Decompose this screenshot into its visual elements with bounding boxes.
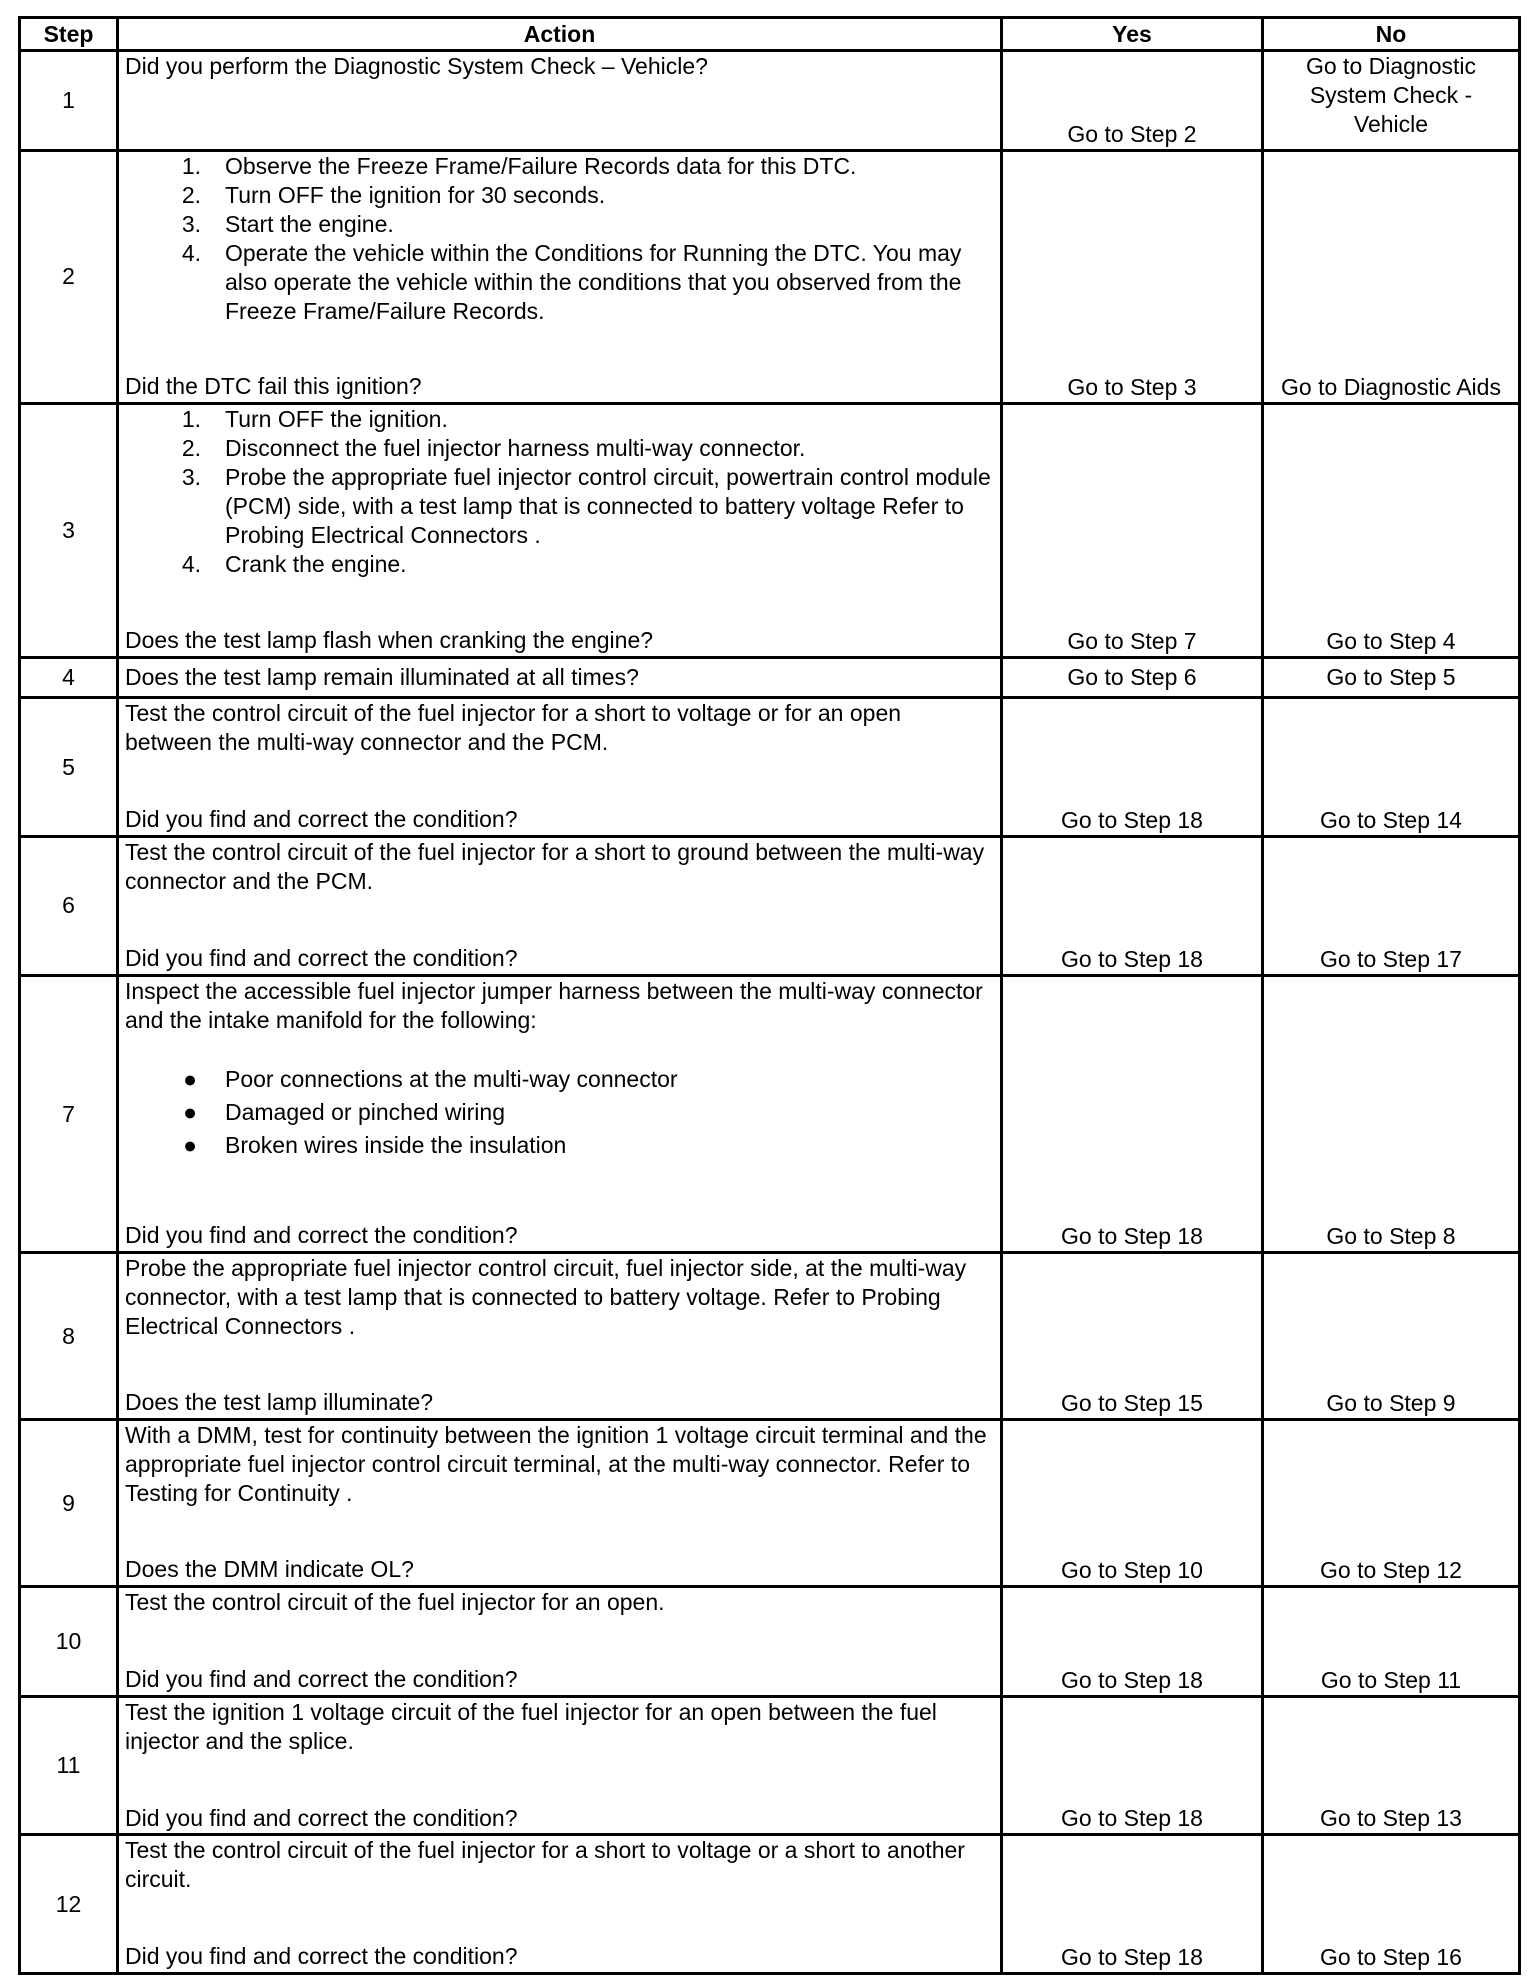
action-instruction: Test the control circuit of the fuel injector for a short to voltage or a short to another circuit.	[125, 1837, 965, 1893]
no-outcome: Go to Step 11	[1263, 1586, 1520, 1696]
action-question: Did you find and correct the condition?	[125, 1221, 518, 1248]
action-question: Did you find and correct the condition?	[125, 1943, 518, 1970]
action-step-number: 2.	[181, 181, 201, 208]
yes-outcome: Go to Step 2	[1002, 51, 1263, 151]
action-content	[125, 1588, 994, 1694]
action-content	[125, 1836, 994, 1971]
inspection-bullet-list	[125, 1063, 994, 1162]
action-cell	[118, 1586, 1002, 1696]
yes-outcome: Go to Step 15	[1002, 1253, 1263, 1420]
table-row	[20, 1696, 1520, 1835]
bullet-text: Damaged or pinched wiring	[225, 1098, 505, 1125]
step-number: 11	[20, 1696, 118, 1835]
table-row	[20, 51, 1520, 151]
action-instruction: Test the control circuit of the fuel injector for an open.	[125, 1588, 665, 1615]
bullet-item	[125, 1096, 994, 1129]
action-cell	[118, 837, 1002, 976]
no-outcome: Go to Step 14	[1263, 698, 1520, 837]
action-step-text: Disconnect the fuel injector harness multi-way connector.	[225, 434, 806, 461]
action-cell	[118, 658, 1002, 698]
action-content	[125, 1698, 994, 1833]
table-row	[20, 150, 1520, 403]
action-step-number: 2.	[181, 434, 201, 461]
action-content	[125, 1421, 994, 1584]
action-step-text: Start the engine.	[225, 210, 394, 237]
action-cell	[118, 150, 1002, 403]
no-outcome: Go to Diagnostic Aids	[1263, 150, 1520, 403]
action-step-number: 3.	[181, 210, 201, 237]
action-step-text: Crank the engine.	[225, 550, 407, 577]
yes-outcome: Go to Step 7	[1002, 403, 1263, 657]
action-cell	[118, 1420, 1002, 1587]
no-outcome: Go to Step 12	[1263, 1420, 1520, 1587]
step-number: 9	[20, 1420, 118, 1587]
action-instruction: Inspect the accessible fuel injector jumper harness between the multi-way connector and the intake manifold for the following:	[125, 977, 983, 1033]
action-step-item	[125, 434, 994, 463]
bullet-item	[125, 1063, 994, 1096]
action-cell	[118, 403, 1002, 657]
action-content	[125, 152, 994, 401]
action-step-number: 1.	[181, 152, 201, 179]
action-step-item	[125, 181, 994, 210]
header-action: Action	[118, 18, 1002, 51]
step-number: 1	[20, 51, 118, 151]
step-number: 4	[20, 658, 118, 698]
action-instruction: Test the control circuit of the fuel injector for a short to ground between the multi-way connector and the PCM.	[125, 839, 985, 895]
table-row	[20, 698, 1520, 837]
action-question: Did you find and correct the condition?	[125, 806, 518, 833]
action-instruction: Test the ignition 1 voltage circuit of the fuel injector for an open between the fuel injector and the splice.	[125, 1698, 937, 1754]
action-step-list	[125, 152, 994, 326]
action-question: Did the DTC fail this ignition?	[125, 372, 422, 399]
table-row	[20, 658, 1520, 698]
yes-outcome: Go to Step 18	[1002, 975, 1263, 1252]
action-step-number: 4.	[181, 550, 201, 577]
action-content	[125, 52, 994, 148]
no-outcome: Go to Step 9	[1263, 1253, 1520, 1420]
action-question: Does the DMM indicate OL?	[125, 1556, 414, 1583]
diagnostic-table	[18, 16, 1521, 1975]
yes-outcome: Go to Step 18	[1002, 1696, 1263, 1835]
action-step-item	[125, 239, 994, 326]
action-step-item	[125, 550, 994, 579]
action-step-text: Turn OFF the ignition.	[225, 405, 448, 432]
action-content	[125, 405, 994, 655]
action-cell	[118, 1253, 1002, 1420]
header-step: Step	[20, 18, 118, 51]
action-question: Did you perform the Diagnostic System Check – Vehicle?	[125, 53, 708, 79]
bullet-icon: ●	[183, 1131, 197, 1158]
step-number: 12	[20, 1835, 118, 1974]
action-step-item	[125, 405, 994, 434]
step-number: 10	[20, 1586, 118, 1696]
header-row	[20, 18, 1520, 51]
action-cell	[118, 698, 1002, 837]
step-number: 5	[20, 698, 118, 837]
table-row	[20, 1420, 1520, 1587]
yes-outcome: Go to Step 6	[1002, 658, 1263, 698]
action-question: Did you find and correct the condition?	[125, 945, 518, 972]
step-number: 3	[20, 403, 118, 657]
action-step-number: 3.	[181, 463, 201, 490]
table-row	[20, 403, 1520, 657]
action-content	[125, 977, 994, 1250]
header-yes: Yes	[1002, 18, 1263, 51]
action-question: Does the test lamp flash when cranking the engine?	[125, 626, 654, 653]
action-question: Did you find and correct the condition?	[125, 1665, 518, 1692]
action-step-text: Probe the appropriate fuel injector control circuit, powertrain control module (PCM) side, with a test lamp that is connected to battery voltage Refer to Probing Electrical Connectors .	[225, 463, 991, 548]
table-row	[20, 1835, 1520, 1974]
action-content	[125, 659, 994, 696]
step-number: 6	[20, 837, 118, 976]
bullet-text: Poor connections at the multi-way connector	[225, 1065, 678, 1092]
action-instruction: Probe the appropriate fuel injector control circuit, fuel injector side, at the multi-way connector, with a test lamp that is connected to battery voltage. Refer to Probing Electrical Connectors .	[125, 1255, 967, 1340]
header-no: No	[1263, 18, 1520, 51]
table-row	[20, 837, 1520, 976]
table-row	[20, 975, 1520, 1252]
action-content	[125, 699, 994, 834]
action-step-item	[125, 152, 994, 181]
action-cell	[118, 975, 1002, 1252]
bullet-text: Broken wires inside the insulation	[225, 1131, 567, 1158]
action-step-item	[125, 210, 994, 239]
no-outcome: Go to Step 13	[1263, 1696, 1520, 1835]
no-outcome: Go to Step 16	[1263, 1835, 1520, 1974]
action-step-list	[125, 405, 994, 579]
action-cell	[118, 51, 1002, 151]
action-cell	[118, 1835, 1002, 1974]
bullet-item	[125, 1129, 994, 1162]
no-outcome: Go to Step 5	[1263, 658, 1520, 698]
table-row	[20, 1586, 1520, 1696]
action-content	[125, 1254, 994, 1417]
yes-outcome: Go to Step 18	[1002, 837, 1263, 976]
action-step-number: 4.	[181, 239, 201, 266]
no-outcome: Go to Diagnostic System Check - Vehicle	[1263, 51, 1520, 151]
action-step-text: Observe the Freeze Frame/Failure Records data for this DTC.	[225, 152, 857, 179]
step-number: 7	[20, 975, 118, 1252]
no-outcome: Go to Step 4	[1263, 403, 1520, 657]
action-question: Does the test lamp remain illuminated at all times?	[125, 664, 639, 691]
action-step-text: Turn OFF the ignition for 30 seconds.	[225, 181, 606, 208]
yes-outcome: Go to Step 18	[1002, 698, 1263, 837]
yes-outcome: Go to Step 18	[1002, 1835, 1263, 1974]
no-outcome: Go to Step 17	[1263, 837, 1520, 976]
yes-outcome: Go to Step 18	[1002, 1586, 1263, 1696]
action-question: Does the test lamp illuminate?	[125, 1389, 434, 1416]
table-body	[20, 51, 1520, 1974]
bullet-icon: ●	[183, 1098, 197, 1125]
action-step-item	[125, 463, 994, 550]
yes-outcome: Go to Step 10	[1002, 1420, 1263, 1587]
action-step-number: 1.	[181, 405, 201, 432]
action-instruction: With a DMM, test for continuity between the ignition 1 voltage circuit terminal and the appropriate fuel injector control circuit terminal, at the multi-way connector. Refer to Testing for Continuity .	[125, 1422, 987, 1507]
action-instruction: Test the control circuit of the fuel injector for a short to voltage or for an open between the multi-way connector and the PCM.	[125, 700, 902, 756]
action-question: Did you find and correct the condition?	[125, 1804, 518, 1831]
action-content	[125, 838, 994, 973]
yes-outcome: Go to Step 3	[1002, 150, 1263, 403]
bullet-icon: ●	[183, 1065, 197, 1092]
no-outcome: Go to Step 8	[1263, 975, 1520, 1252]
action-step-text: Operate the vehicle within the Conditions for Running the DTC. You may also operate the vehicle within the conditions that you observed from the Freeze Frame/Failure Records.	[225, 239, 962, 324]
step-number: 2	[20, 150, 118, 403]
table-row	[20, 1253, 1520, 1420]
step-number: 8	[20, 1253, 118, 1420]
action-cell	[118, 1696, 1002, 1835]
